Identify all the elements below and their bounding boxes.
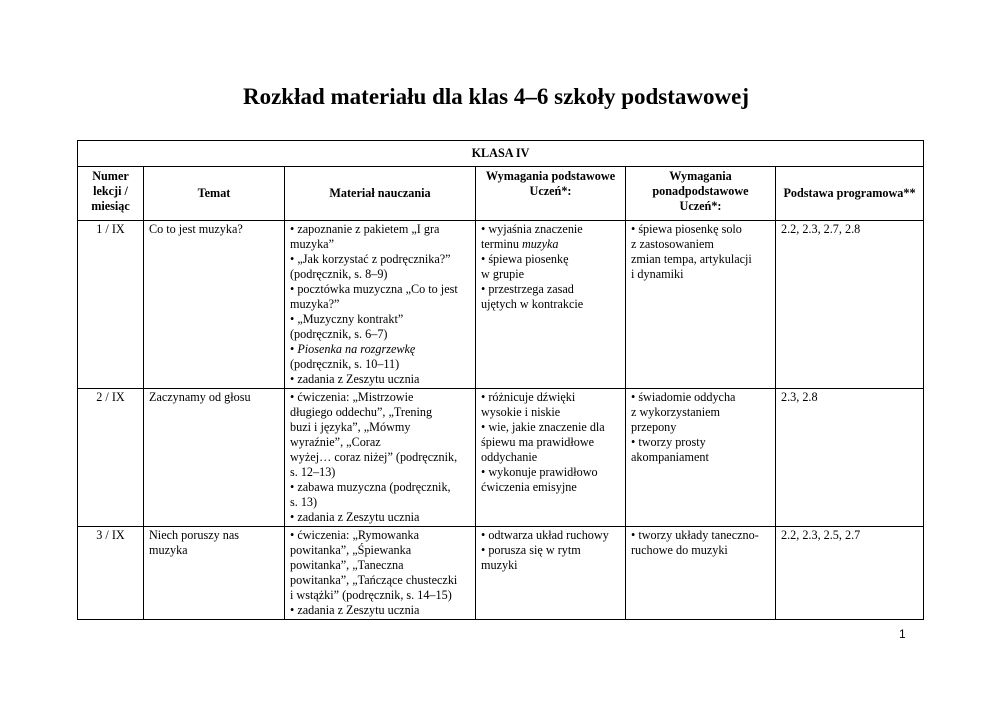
column-header-topic [144,167,285,221]
advanced-requirements [626,527,776,620]
core-curriculum: 2.2, 2.3, 2.5, 2.7 [776,527,924,620]
requirement-line: muzyki [481,558,518,572]
lesson-topic: Co to jest muzyka? [144,221,285,389]
page-number: 1 [899,627,906,641]
advanced-requirements [626,221,776,389]
table-row [78,527,924,620]
material-line: • „Jak korzystać z podręcznika?” [290,252,451,266]
requirement-line: • odtwarza układ ruchowy [481,528,609,542]
requirement-line: • wykonuje prawidłowo [481,465,598,479]
material-line: (podręcznik, s. 10–11) [290,357,400,371]
material-line: wyraźnie”, „Coraz [290,435,381,449]
material-line: • pocztówka muzyczna „Co to jest [290,282,458,296]
curriculum-table [77,140,924,620]
basic-requirements [476,389,626,527]
class-header-row [78,141,924,167]
requirement-line: ujętych w kontrakcie [481,297,584,311]
column-header-row [78,167,924,221]
requirement-line: • tworzy układy taneczno- [631,528,759,542]
column-header-number [78,167,144,221]
basic-requirements [476,221,626,389]
material-line: s. 13) [290,495,318,509]
material-line: wyżej… coraz niżej” (podręcznik, [290,450,458,464]
material-line: s. 12–13) [290,465,336,479]
material-line: (podręcznik, s. 8–9) [290,267,388,281]
column-header-advanced-requirements [626,167,776,221]
material-line: długiego oddechu”, „Trening [290,405,433,419]
table-row [78,389,924,527]
material-line: • zabawa muzyczna (podręcznik, [290,480,451,494]
material-line: • „Muzyczny kontrakt” [290,312,404,326]
column-header-label: Materiał nauczania [329,186,431,200]
material-line: • zapoznanie z pakietem „I gra [290,222,440,236]
material-line: • zadania z Zeszytu ucznia [290,603,420,617]
requirement-line: z wykorzystaniem [631,405,721,419]
requirement-line: • przestrzega zasad [481,282,574,296]
lesson-topic [144,527,285,620]
column-header-basic-requirements [476,167,626,221]
requirement-line: wysokie i niskie [481,405,561,419]
requirement-line: • porusza się w rytm [481,543,581,557]
requirement-line: • świadomie oddycha [631,390,736,404]
material-line: muzyka?” [290,297,340,311]
requirement-line: • wie, jakie znaczenie dla [481,420,605,434]
requirement-line: śpiewu ma prawidłowe [481,435,595,449]
column-header-material [285,167,476,221]
column-header-label: Temat [197,186,231,200]
requirement-line: • tworzy prosty [631,435,706,449]
topic-line: muzyka [149,543,188,557]
teaching-material [285,221,476,389]
requirement-line: i dynamiki [631,267,684,281]
advanced-requirements [626,389,776,527]
material-line: • zadania z Zeszytu ucznia [290,372,420,386]
material-line: i wstążki” (podręcznik, s. 14–15) [290,588,452,602]
column-header-label: Numer lekcji / miesiąc [91,169,130,213]
requirement-line: w grupie [481,267,524,281]
requirement-line: • śpiewa piosenkę solo [631,222,742,236]
requirement-line: • śpiewa piosenkę [481,252,569,266]
core-curriculum: 2.3, 2.8 [776,389,924,527]
requirement-line: ruchowe do muzyki [631,543,728,557]
material-line: buzi i języka”, „Mówmy [290,420,411,434]
column-header-label: Wymagania podstawowe Uczeń*: [485,169,616,198]
column-header-label: Wymagania ponadpodstawowe Uczeń*: [652,169,749,213]
material-line: • ćwiczenia: „Rymowanka [290,528,419,542]
material-line: • ćwiczenia: „Mistrzowie [290,390,414,404]
material-line: powitanka”, „Śpiewanka [290,543,412,557]
material-line: • zadania z Zeszytu ucznia [290,510,420,524]
lesson-number: 1 / IX [78,221,144,389]
document-title: Rozkład materiału dla klas 4–6 szkoły podstawowej [242,84,750,109]
material-line: muzyka” [290,237,334,251]
requirement-line: przepony [631,420,677,434]
material-line: (podręcznik, s. 6–7) [290,327,388,341]
class-header: KLASA IV [78,141,924,167]
material-line: powitanka”, „Taneczna [290,558,404,572]
column-header-core-curriculum [776,167,924,221]
requirement-line: akompaniament [631,450,709,464]
table-row [78,221,924,389]
requirement-line: ćwiczenia emisyjne [481,480,577,494]
column-header-label: Podstawa programowa** [783,186,916,200]
material-line: • Piosenka na rozgrzewkę [290,342,416,356]
teaching-material [285,527,476,620]
material-line: powitanka”, „Tańczące chusteczki [290,573,458,587]
lesson-topic: Zaczynamy od głosu [144,389,285,527]
requirement-line: z zastosowaniem [631,237,714,251]
requirement-line: oddychanie [481,450,538,464]
core-curriculum: 2.2, 2.3, 2.7, 2.8 [776,221,924,389]
teaching-material [285,389,476,527]
topic-line: Niech poruszy nas [149,528,240,542]
requirement-line: • różnicuje dźwięki [481,390,576,404]
basic-requirements [476,527,626,620]
lesson-number: 2 / IX [78,389,144,527]
requirement-line: terminu muzyka [481,237,559,251]
lesson-number: 3 / IX [78,527,144,620]
requirement-line: zmian tempa, artykulacji [631,252,752,266]
requirement-line: • wyjaśnia znaczenie [481,222,583,236]
